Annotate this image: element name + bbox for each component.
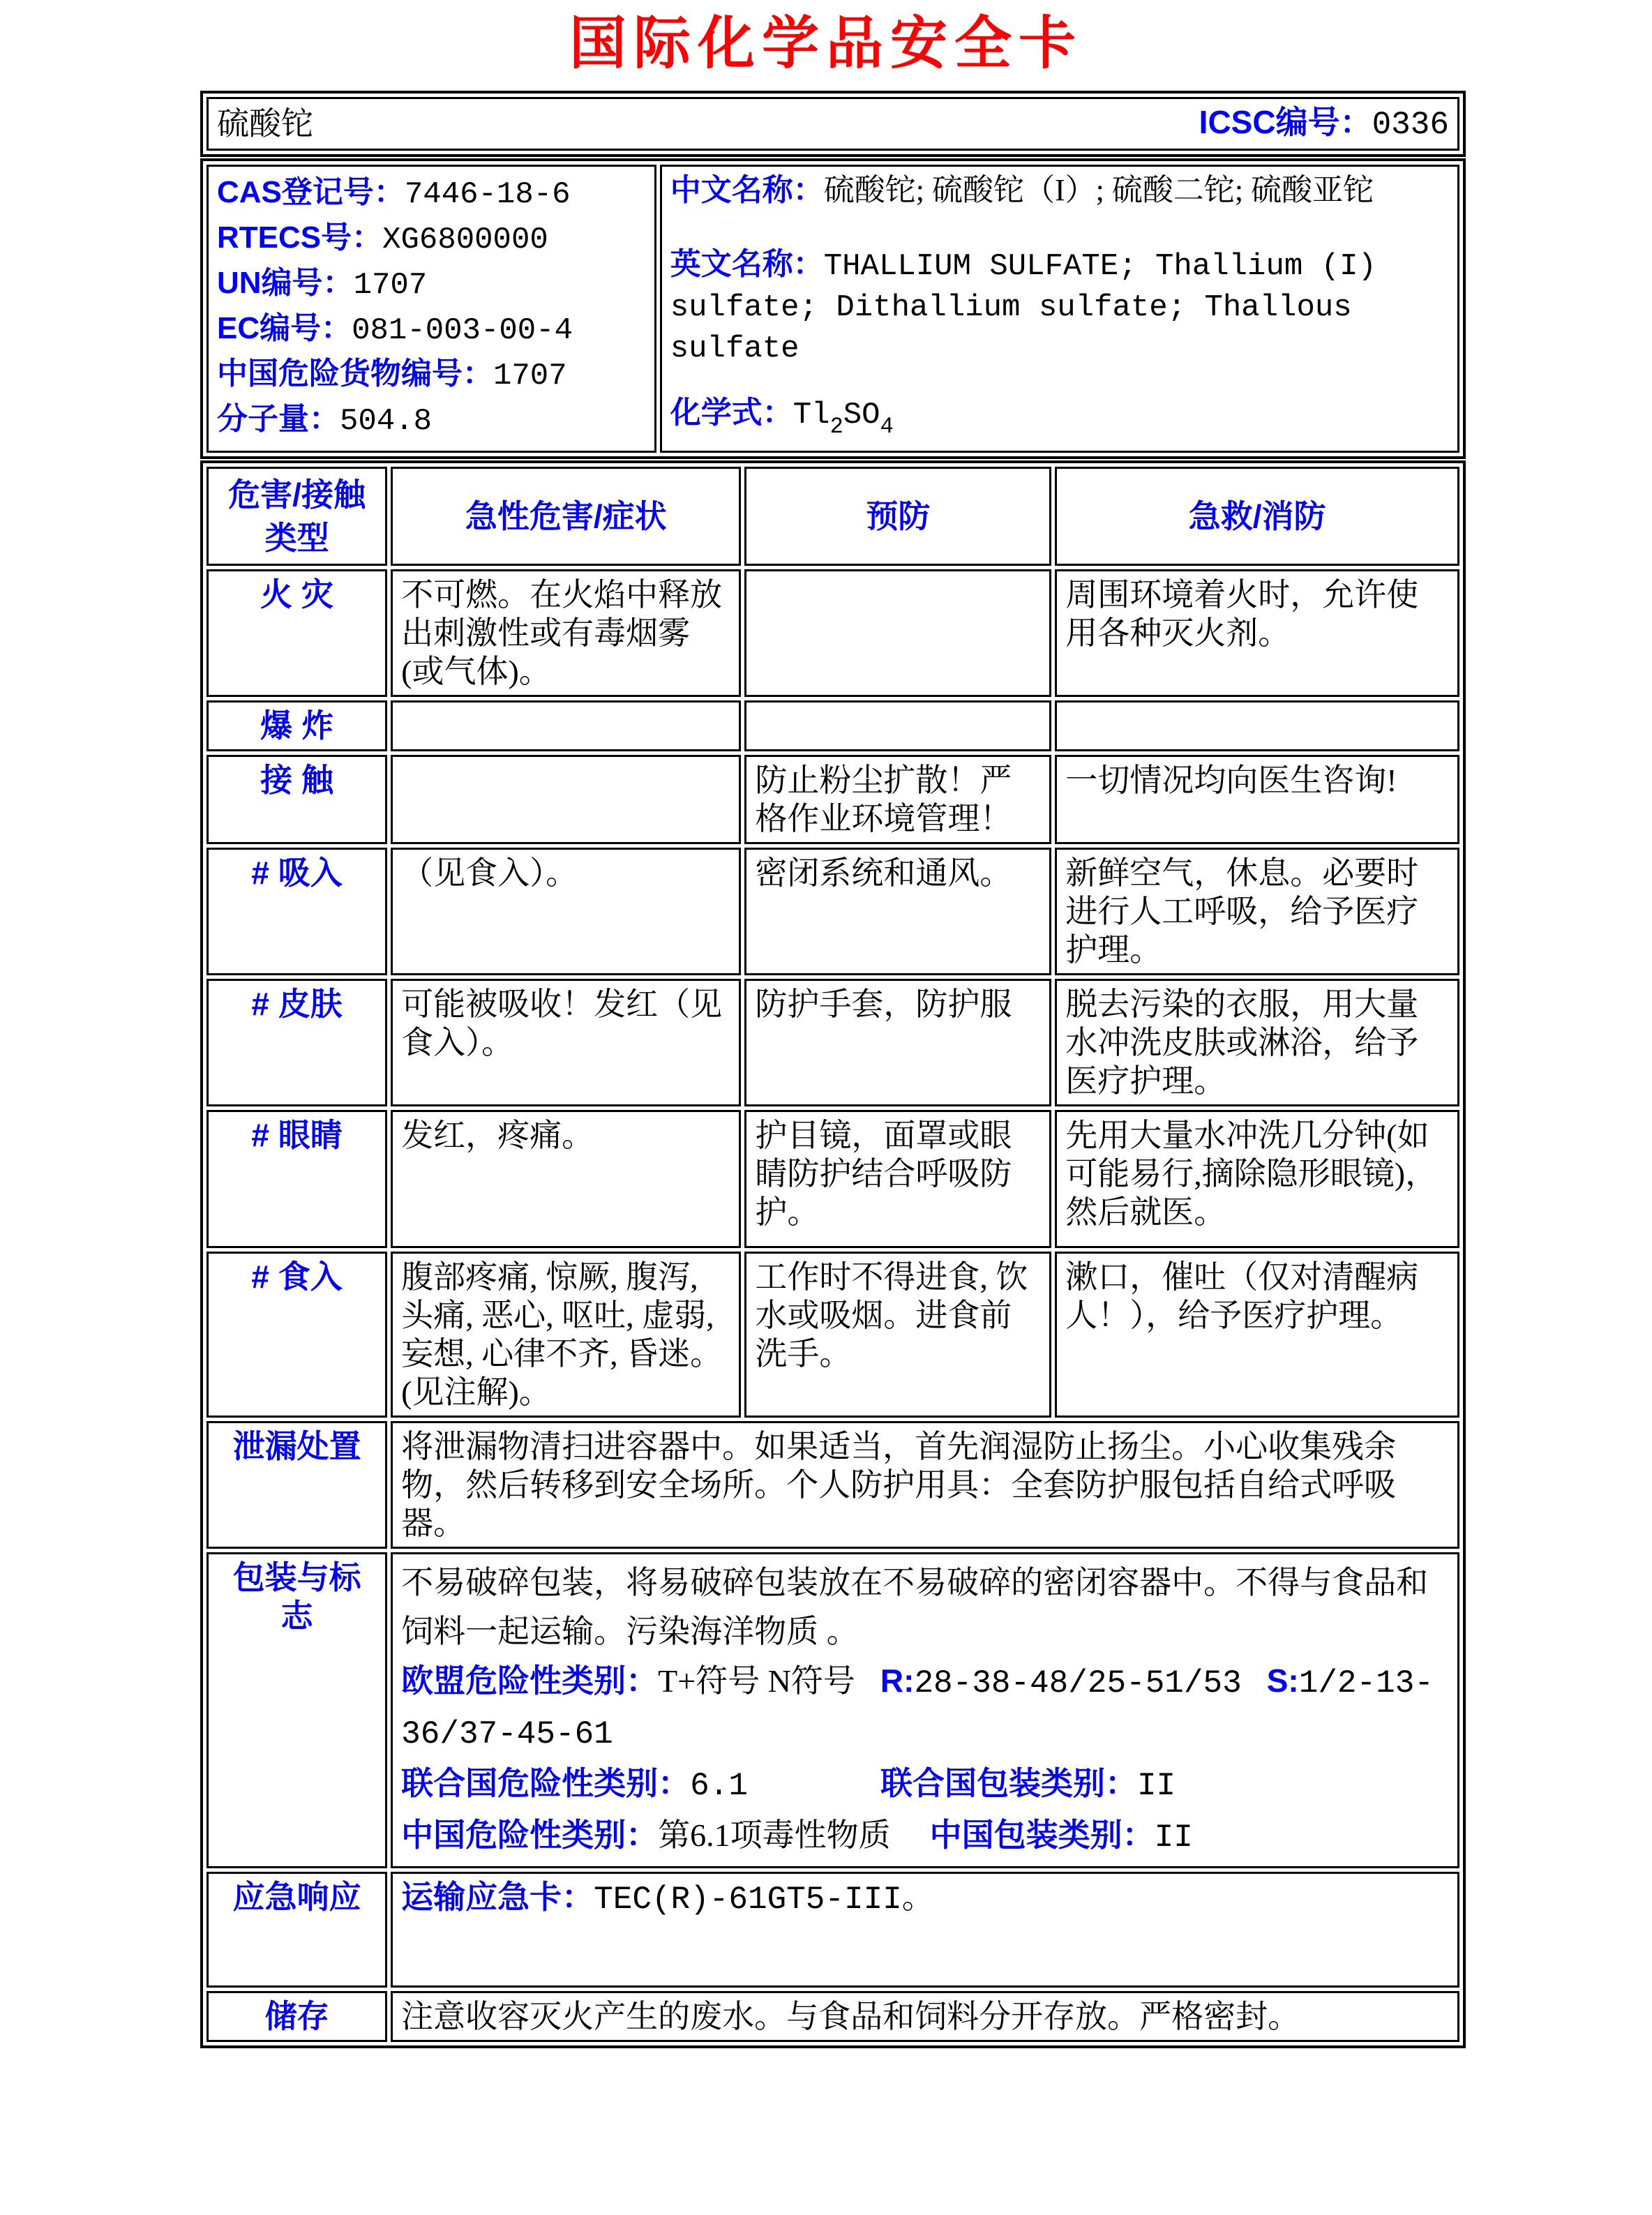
substance-name: 硫酸铊 — [217, 106, 313, 142]
packaging-text: 不易破碎包装，将易破碎包装放在不易破碎的密闭容器中。不得与食品和饲料一起运输。污染海洋物质 。 — [401, 1565, 1429, 1650]
transport-emergency-card-label: 运输应急卡： — [401, 1879, 594, 1916]
skin-first-aid-cell: 脱去污染的衣服，用大量水冲洗皮肤或淋浴，给予医疗护理。 — [1055, 979, 1459, 1106]
china-dg-number-line — [217, 352, 646, 398]
header-hazard-type-line2: 类型 — [264, 520, 329, 557]
skin-row-label: # 皮肤 — [206, 979, 387, 1106]
formula-subscript-2: 4 — [880, 414, 894, 440]
header-hazard-type — [206, 467, 387, 566]
registry-numbers-cell — [206, 165, 656, 453]
fire-symptoms-cell: 不可燃。在火焰中释放出刺激性或有毒烟雾(或气体)。 — [391, 569, 741, 697]
un-packing-group-label: 联合国包装类别： — [880, 1765, 1137, 1802]
eu-classification-value: T+符号 N符号 — [658, 1663, 855, 1699]
identifier-table — [200, 158, 1466, 459]
icsc-number-label: ICSC编号： — [1199, 104, 1372, 141]
eu-classification-line — [401, 1656, 1449, 1759]
china-classification-line — [401, 1810, 1449, 1862]
un-number-line — [217, 262, 646, 307]
inhalation-first-aid-cell: 新鲜空气，休息。必要时进行人工呼吸，给予医疗护理。 — [1055, 848, 1459, 975]
identifier-row — [206, 165, 1459, 453]
eyes-symptoms-cell: 发红，疼痛。 — [391, 1110, 741, 1248]
rtecs-number-label: RTECS号： — [217, 220, 383, 255]
china-packing-group-label: 中国包装类别： — [929, 1817, 1155, 1854]
hazard-row-contact — [206, 755, 1459, 844]
un-hazard-class-value: 6.1 — [690, 1768, 748, 1805]
skin-prevention-cell: 防护手套，防护服 — [744, 979, 1051, 1106]
icsc-card — [200, 91, 1466, 2048]
inhalation-prevention-cell: 密闭系统和通风。 — [744, 848, 1051, 975]
ec-number-label: EC编号： — [217, 311, 352, 346]
un-number-label: UN编号： — [217, 266, 354, 301]
chinese-name-value: 硫酸铊; 硫酸铊（I）; 硫酸二铊; 硫酸亚铊 — [823, 173, 1374, 208]
eu-classification-label: 欧盟危险性类别： — [401, 1662, 659, 1699]
header-prevention: 预防 — [744, 467, 1051, 566]
emergency-response-label: 应急响应 — [206, 1872, 387, 1988]
un-number-value: 1707 — [353, 268, 428, 303]
hazard-header-row — [206, 467, 1459, 566]
ec-number-line — [217, 307, 646, 352]
icsc-number-value: 0336 — [1372, 107, 1449, 144]
chinese-name-line — [670, 171, 1449, 210]
skin-symptoms-cell: 可能被吸收！发红（见食入）。 — [391, 979, 741, 1106]
inhalation-symptoms-cell: （见食入）。 — [391, 848, 741, 975]
chemical-formula-label: 化学式： — [670, 396, 793, 430]
rtecs-number-line — [217, 216, 646, 262]
english-name-line — [670, 245, 1449, 368]
packaging-labelling-row — [206, 1552, 1459, 1868]
r-phrases-label: R: — [880, 1662, 915, 1699]
fire-first-aid-cell: 周围环境着火时，允许使用各种灭火剂。 — [1055, 569, 1459, 697]
packaging-labelling-cell — [391, 1552, 1459, 1868]
ingestion-row-label: # 食入 — [206, 1252, 387, 1418]
hazard-table — [200, 460, 1466, 2048]
chemical-names-cell — [660, 165, 1459, 453]
cas-number-label: CAS登记号： — [217, 175, 405, 210]
emergency-response-cell — [391, 1872, 1459, 1988]
explosion-row-label: 爆 炸 — [206, 700, 387, 751]
substance-title-row — [206, 97, 1459, 151]
english-name-value: THALLIUM SULFATE; Thallium (I) sulfate; Dithallium sulfate; Thallous sulfate — [670, 249, 1376, 367]
cas-number-value: 7446-18-6 — [404, 177, 571, 213]
ingestion-first-aid-cell: 漱口，催吐（仅对清醒病人！），给予医疗护理。 — [1055, 1252, 1459, 1418]
substance-title-table — [200, 91, 1466, 157]
china-dg-number-label: 中国危险货物编号： — [217, 356, 493, 391]
molecular-weight-value: 504.8 — [340, 404, 433, 440]
fire-row-label: 火 灾 — [206, 569, 387, 697]
china-packing-group-value: II — [1154, 1819, 1193, 1856]
fire-prevention-cell — [744, 569, 1051, 697]
un-hazard-class-label: 联合国危险性类别： — [401, 1765, 691, 1802]
formula-subscript-1: 2 — [829, 414, 843, 440]
eyes-first-aid-cell: 先用大量水冲洗几分钟(如可能易行,摘除隐形眼镜)，然后就医。 — [1055, 1110, 1459, 1248]
cas-number-line — [217, 171, 646, 216]
contact-symptoms-cell — [391, 755, 741, 844]
contact-prevention-cell: 防止粉尘扩散！严格作业环境管理！ — [744, 755, 1051, 844]
storage-label: 储存 — [206, 1991, 387, 2042]
hazard-row-ingestion — [206, 1252, 1459, 1418]
spill-disposal-cell: 将泄漏物清扫进容器中。如果适当，首先润湿防止扬尘。小心收集残余物，然后转移到安全场所。个人防护用具：全套防护服包括自给式呼吸器。 — [391, 1421, 1459, 1549]
s-phrases-label: S: — [1266, 1662, 1299, 1699]
hazard-row-inhalation — [206, 848, 1459, 975]
china-hazard-class-value: 第6.1项毒性物质 — [658, 1817, 891, 1854]
inhalation-row-label: # 吸入 — [206, 848, 387, 975]
un-packing-group-value: II — [1136, 1768, 1176, 1805]
ingestion-prevention-cell: 工作时不得进食, 饮水或吸烟。进食前洗手。 — [744, 1252, 1051, 1418]
explosion-symptoms-cell — [391, 700, 741, 751]
r-phrases-value: 28-38-48/25-51/53 — [914, 1665, 1242, 1702]
eyes-prevention-cell: 护目镜，面罩或眼睛防护结合呼吸防护。 — [744, 1110, 1051, 1248]
storage-row — [206, 1991, 1459, 2042]
emergency-response-row — [206, 1872, 1459, 1988]
header-acute-hazards: 急性危害/症状 — [391, 467, 741, 566]
spill-disposal-label: 泄漏处置 — [206, 1421, 387, 1549]
eyes-row-label: # 眼睛 — [206, 1110, 387, 1248]
page-title: 国际化学品安全卡 — [569, 12, 1083, 75]
storage-cell: 注意收容灭火产生的废水。与食品和饲料分开存放。严格密封。 — [391, 1991, 1459, 2042]
china-hazard-class-label: 中国危险性类别： — [401, 1817, 659, 1854]
header-first-aid: 急救/消防 — [1055, 467, 1459, 566]
hazard-row-fire — [206, 569, 1459, 697]
china-dg-number-value: 1707 — [493, 359, 567, 394]
chinese-name-label: 中文名称： — [670, 173, 824, 208]
un-classification-line — [401, 1759, 1449, 1810]
transport-emergency-card-value: TEC(R)-61GT5-III。 — [594, 1882, 934, 1919]
molecular-weight-label: 分子量： — [217, 402, 340, 437]
formula-part-2: SO — [843, 398, 880, 433]
english-name-label: 英文名称： — [670, 247, 824, 282]
contact-row-label: 接 触 — [206, 755, 387, 844]
icsc-number-group — [1199, 103, 1449, 144]
contact-first-aid-cell: 一切情况均向医生咨询! — [1055, 755, 1459, 844]
chemical-formula-line — [670, 393, 1449, 446]
s-phrases-value: 1/2-13-36/37-45-61 — [401, 1665, 1434, 1753]
ingestion-symptoms-cell: 腹部疼痛, 惊厥, 腹泻, 头痛, 恶心, 呕吐, 虚弱, 妄想, 心律不齐, 昏迷。(见注解)。 — [391, 1252, 741, 1418]
hazard-row-skin — [206, 979, 1459, 1106]
hazard-row-eyes — [206, 1110, 1459, 1248]
packaging-labelling-label: 包装与标志 — [206, 1552, 387, 1868]
explosion-first-aid-cell — [1055, 700, 1459, 751]
header-hazard-type-line1: 危害/接触 — [228, 476, 366, 513]
ec-number-value: 081-003-00-4 — [352, 313, 573, 349]
hazard-row-explosion — [206, 700, 1459, 751]
formula-part-1: Tl — [793, 398, 830, 433]
explosion-prevention-cell — [744, 700, 1051, 751]
molecular-weight-line — [217, 398, 646, 443]
rtecs-number-value: XG6800000 — [382, 223, 548, 258]
spill-disposal-row — [206, 1421, 1459, 1549]
substance-title-cell — [206, 97, 1459, 151]
